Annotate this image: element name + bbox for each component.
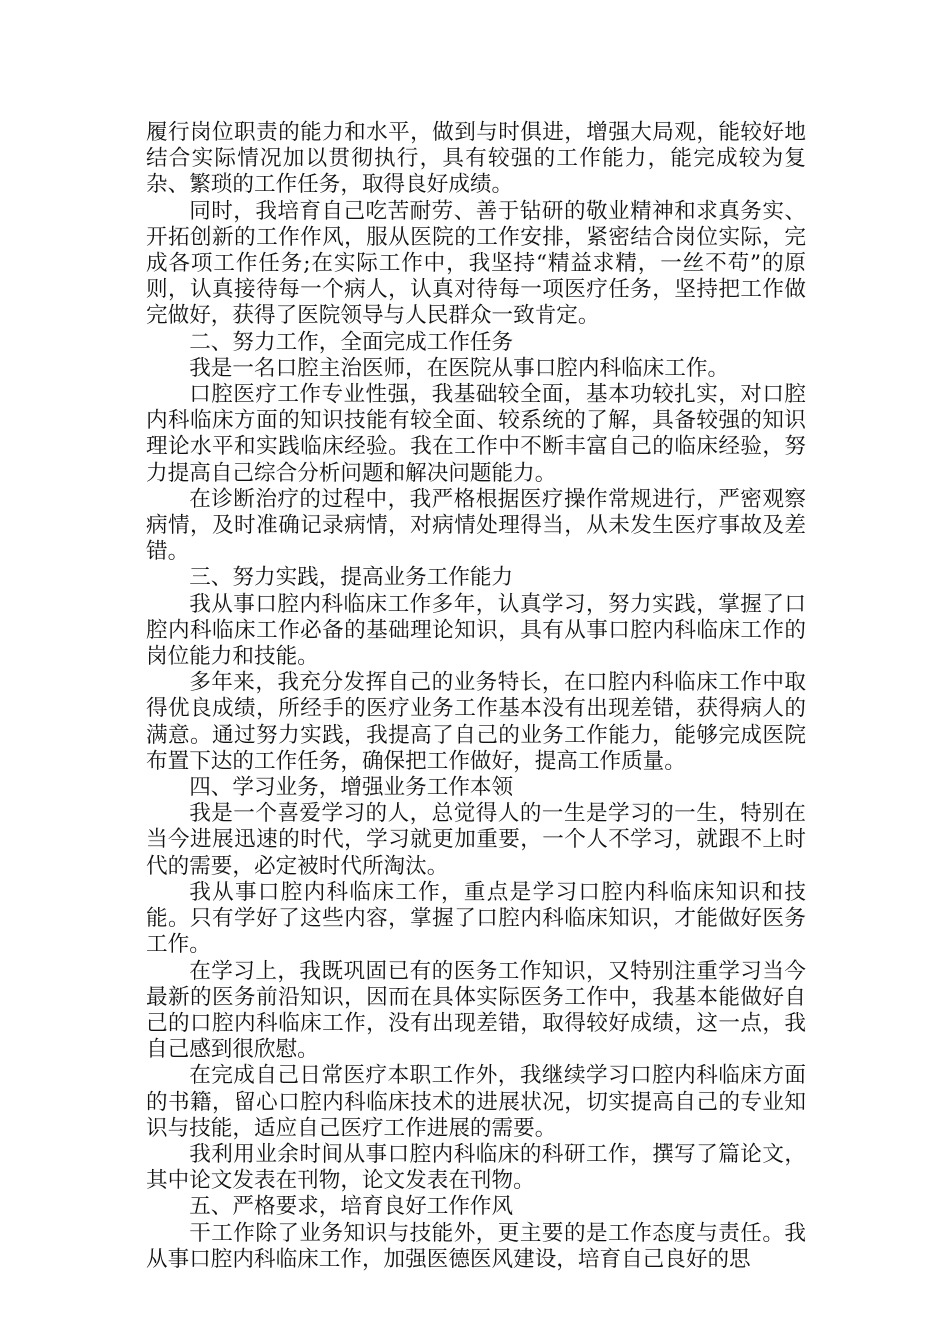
paragraph-7: 多年来，我充分发挥自己的业务特长，在口腔内科临床工作中取得优良成绩，所经手的医疗业务工作基本没有出现差错，获得病人的满意。通过努力实践，我提高了自己的业务工作能力，能够完成医院布置下达的工作任务，确保把工作做好，提高工作质量。 <box>146 670 806 774</box>
section-heading-3: 三、努力实践，提高业务工作能力 <box>189 565 514 591</box>
paragraph-5: 在诊断治疗的过程中，我严格根据医疗操作常规进行，严密观察病情，及时准确记录病情，对病情处理得当，从未发生医疗事故及差错。 <box>146 486 806 565</box>
paragraph-13: 干工作除了业务知识与技能外，更主要的是工作态度与责任。我从事口腔内科临床工作，加强医德医风建设，培育自己良好的思 <box>146 1220 806 1272</box>
paragraph-6: 我从事口腔内科临床工作多年，认真学习，努力实践，掌握了口腔内科临床工作必备的基础理论知识，具有从事口腔内科临床工作的岗位能力和技能。 <box>146 591 806 670</box>
document-page <box>146 120 806 1273</box>
paragraph-4: 口腔医疗工作专业性强，我基础较全面，基本功较扎实，对口腔内科临床方面的知识技能有较全面、较系统的了解，具备较强的知识理论水平和实践临床经验。我在工作中不断丰富自己的临床经验，努力提高自己综合分析问题和解决问题能力。 <box>146 382 806 486</box>
paragraph-12: 我利用业余时间从事口腔内科临床的科研工作，撰写了篇论文，其中论文发表在刊物，论文发表在刊物。 <box>146 1141 806 1194</box>
paragraph-11: 在完成自己日常医疗本职工作外，我继续学习口腔内科临床方面的书籍，留心口腔内科临床技术的进展状况，切实提高自己的专业知识与技能，适应自己医疗工作进展的需要。 <box>146 1063 806 1141</box>
paragraph-10: 在学习上，我既巩固已有的医务工作知识，又特别注重学习当今最新的医务前沿知识，因而在具体实际医务工作中，我基本能做好自己的口腔内科临床工作，没有出现差错，取得较好成绩，这一点，我自己感到很欣慰。 <box>146 958 806 1063</box>
section-heading-5: 五、严格要求，培育良好工作作风 <box>189 1194 514 1220</box>
paragraph-3: 我是一名口腔主治医师，在医院从事口腔内科临床工作。 <box>189 355 730 381</box>
paragraph-1: 履行岗位职责的能力和水平，做到与时俱进，增强大局观，能较好地结合实际情况加以贯彻执行，具有较强的工作能力，能完成较为复杂、繁琐的工作任务，取得良好成绩。 <box>146 120 806 198</box>
section-heading-4: 四、学习业务，增强业务工作本领 <box>189 775 514 801</box>
paragraph-2: 同时，我培育自己吃苦耐劳、善于钻研的敬业精神和求真务实、开拓创新的工作作风，服从医院的工作安排，紧密结合岗位实际，完成各项工作任务;在实际工作中，我坚持“精益求精，一丝不苟”的原则，认真接待每一个病人，认真对待每一项医疗任务，坚持把工作做完做好，获得了医院领导与人民群众一致肯定。 <box>146 198 806 329</box>
paragraph-9: 我从事口腔内科临床工作，重点是学习口腔内科临床知识和技能。只有学好了这些内容，掌握了口腔内科临床知识，才能做好医务工作。 <box>146 879 806 958</box>
paragraph-8: 我是一个喜爱学习的人，总觉得人的一生是学习的一生，特别在当今进展迅速的时代，学习就更加重要，一个人不学习，就跟不上时代的需要，必定被时代所淘汰。 <box>146 801 806 879</box>
section-heading-2: 二、努力工作，全面完成工作任务 <box>189 329 514 355</box>
